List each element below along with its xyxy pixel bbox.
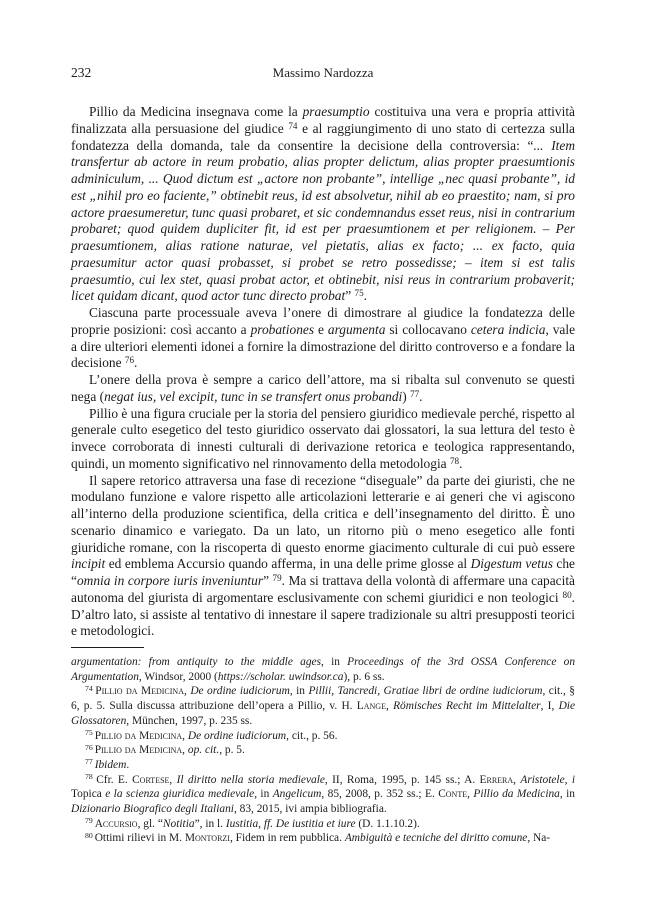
text-segment: Montorzi xyxy=(184,832,230,845)
paragraph-4 xyxy=(71,406,575,473)
text-segment: ”, in l. xyxy=(194,817,226,830)
text-segment: , in xyxy=(254,788,273,801)
footnote-marker: 78 xyxy=(85,772,97,782)
footnote-78 xyxy=(71,773,575,817)
running-head-title: Massimo Nardozza xyxy=(272,65,374,80)
text-segment: , II, Roma, 1995, p. 145 ss.; A. xyxy=(324,773,480,786)
footnote-marker: 80 xyxy=(85,830,95,840)
text-segment: ... Item transfertur ab actore in reum probatio, alias propter delictum, alias propter praesumtionis adminiculum, ... Quod dictum est „actore non probante”, intellige „nec quasi probante”, id est „nihil pro eo faciente,” obtinebit reus, id est absolvetur, nihil ab eo praestito; nam, si pro actore praesumeretur, tunc quasi probaret, et sic condemnandus esset reus, nisi in contrarium probaret; quod quidem dupliciter fit, id est per praesumtionem et per religionem. – Per praesumtionem, alias ratione naturae, vel pietatis, alias ex facto; ... ex facto, quia praesumitur actor quasi probasset, si probet se retro possedisse; – item si est talis praesumtio, cui lex stet, quasi probat actor, et obtinebit, nisi reus in contrarium probaverit; licet quidam dicant, quod actor tunc directo probat xyxy=(71,137,575,304)
text-segment: ed emblema Accursio quando afferma, in una delle prime glosse al xyxy=(105,556,471,572)
text-segment: Dizionario Biografico degli Italiani xyxy=(71,803,234,816)
text-segment: , xyxy=(513,773,521,786)
text-segment: ) xyxy=(402,388,411,404)
footnotes xyxy=(71,655,575,846)
text-segment: incipit xyxy=(71,556,106,572)
text-segment: Ottimi rilievi in M. xyxy=(94,832,185,845)
text-segment: che “ xyxy=(71,556,575,588)
text-block xyxy=(71,64,575,846)
text-segment: , Windsor, 2000 ( xyxy=(138,670,218,683)
text-segment: 76 xyxy=(124,355,135,366)
footnote-80 xyxy=(71,831,575,846)
text-segment: L’onere della prova è sempre a carico dell’attore, ma si ribalta sul convenuto se questi nega ( xyxy=(71,372,575,404)
text-segment: 75 xyxy=(354,288,364,299)
text-segment: Pillio è una figura cruciale per la storia del pensiero giuridico medievale perché, rispetto al generale culto esegetico del testo giuridico osservato dai glossatori, la sua lettura del testo è invece corroborata di innesti culturali di derivazione retorica e teologica rappresentando, quindi, un momento significativo nel rinnovamento della metodologia xyxy=(71,405,575,471)
text-segment: Iustitia, ff. De iustitia et iure xyxy=(225,817,356,830)
text-segment: Pillio da Medicina xyxy=(94,729,183,742)
text-segment: , I, xyxy=(540,700,559,713)
text-segment: , xyxy=(169,773,177,786)
text-segment: Aristotele, i xyxy=(520,773,575,786)
text-segment: . xyxy=(126,758,130,771)
footnote-marker: 79 xyxy=(85,816,95,826)
text-segment: 79 xyxy=(272,572,282,583)
text-segment: , xyxy=(467,788,474,801)
text-segment: ” xyxy=(345,288,355,304)
text-segment: Römisches Recht im Mittelalter xyxy=(393,700,541,713)
text-segment: Accursio xyxy=(94,817,138,830)
footnote-77 xyxy=(71,758,575,773)
text-segment: Notitia xyxy=(162,817,195,830)
text-segment: . xyxy=(134,355,138,371)
text-segment: omnia in corpore iuris inveniuntur xyxy=(76,573,264,588)
text-segment: cetera indicia xyxy=(470,321,546,337)
text-segment: Die Glossatoren xyxy=(71,700,576,727)
text-segment: ), p. 6 ss. xyxy=(343,670,385,683)
text-segment: , in xyxy=(321,656,348,668)
text-segment: argumenta xyxy=(327,321,386,337)
text-segment: Pillio da Medicina xyxy=(95,685,184,698)
text-segment: , xyxy=(182,744,188,757)
text-segment: negat ius, vel excipit, tunc in se transfert onus probandi xyxy=(104,388,403,404)
text-segment: Angelicum xyxy=(272,788,322,801)
text-segment: , 83, 2015, ivi ampia bibliografia. xyxy=(233,803,387,816)
text-segment: , xyxy=(182,729,188,742)
footnote-76 xyxy=(71,743,575,758)
text-segment: 74 xyxy=(288,120,298,131)
text-segment: , cit., p. 56. xyxy=(286,729,338,742)
text-segment: , Fidem in rem pubblica. xyxy=(229,832,345,845)
text-segment: , xyxy=(385,700,394,713)
text-segment: (D. 1.1.10.2). xyxy=(355,817,420,830)
footnote-continuation xyxy=(71,655,575,684)
paragraph-2 xyxy=(71,305,575,372)
text-segment: Pillii, Tancredi, Gratiae libri de ordine iudiciorum xyxy=(308,685,543,698)
text-segment: si collocavano xyxy=(385,321,471,337)
text-segment: e xyxy=(314,321,328,337)
text-segment: https://scholar. uwindsor.ca xyxy=(217,670,344,683)
text-segment: De ordine iudiciorum xyxy=(190,685,290,698)
text-segment: . D’altro lato, si assiste al tentativo di innestare il sapere tradizionale su altri presupposti teorici e metodologici. xyxy=(71,589,575,639)
text-segment: ” xyxy=(263,573,273,588)
footnote-marker: 76 xyxy=(85,742,95,752)
text-segment: Pillio da Medicina xyxy=(473,788,560,801)
text-segment: Cfr. E. xyxy=(96,773,133,786)
text-segment: , München, 1997, p. 235 ss. xyxy=(126,714,253,727)
text-segment: Ciascuna parte processuale aveva l’onere di dimostrare al giudice la fondatezza delle proprie posizioni: così accanto a xyxy=(71,305,575,337)
text-segment: . Ma si trattava della volontà di affermare una capacità autonoma del giurista di argomentare esclusivamente con schemi giuridici e non teologici xyxy=(71,573,575,605)
text-segment: Digestum vetus xyxy=(470,556,553,572)
text-segment: , Na- xyxy=(527,832,551,845)
text-segment: Proceedings of the 3rd OSSA Conference on Argumentation xyxy=(71,656,576,683)
text-segment: costituiva una vera e propria attività finalizzata alla persuasione del giudice xyxy=(71,104,575,136)
text-segment: Ibidem xyxy=(94,758,127,771)
footnote-separator xyxy=(71,647,144,648)
text-segment: Pillio da Medicina insegnava come la xyxy=(89,104,303,119)
text-segment: , p. 5. xyxy=(219,744,245,757)
text-segment: , gl. “ xyxy=(137,817,163,830)
footnote-marker: 74 xyxy=(85,683,96,693)
text-segment: . xyxy=(459,455,463,471)
text-segment: argumentation: from antiquity to the middle ages xyxy=(71,656,322,668)
text-segment: Pillio da Medicina xyxy=(94,744,183,757)
text-segment: 77 xyxy=(410,388,420,399)
paragraph-1 xyxy=(71,104,575,305)
text-segment: 80 xyxy=(562,589,572,600)
text-segment: Il diritto nella storia medievale xyxy=(176,773,325,786)
text-segment: , in xyxy=(559,788,575,801)
paragraph-3 xyxy=(71,372,575,406)
text-segment: . xyxy=(363,288,367,304)
page-header xyxy=(71,64,575,81)
text-segment: , cit., § 6, p. 5. Sulla discussa attribuzione dell’opera a Pillio, v. H. xyxy=(71,685,575,713)
text-segment: Ambiguità e tecniche del diritto comune xyxy=(344,832,528,845)
text-segment: , in xyxy=(289,685,309,698)
text-segment: e al raggiungimento di uno stato di certezza sulla fondatezza della domanda, tale da consentire la decisione della controversia: “ xyxy=(71,120,575,153)
footnote-74 xyxy=(71,684,575,728)
text-segment: Cortese xyxy=(132,773,170,786)
text-segment: op. cit. xyxy=(187,744,220,757)
text-segment: Il sapere retorico attraversa una fase di recezione “diseguale” da parte dei giuristi, che ne modulano funzione e valore rispetto alle articolazioni letterarie e ai generi che vi agiscono all’interno della produzione scientifica, della critica e dell’insegnamento del diritto. È uno scenario dinamico e variegato. Da un lato, un ritorno più o meno esegetico alle fonti giuridiche romane, con la riscoperta di questo enorme giacimento culturale di cui può essere xyxy=(71,472,575,555)
footnote-marker: 77 xyxy=(85,757,95,767)
footnote-marker: 75 xyxy=(85,728,95,738)
text-segment: De ordine iudiciorum xyxy=(187,729,287,742)
text-segment: , xyxy=(184,685,191,698)
page-number: 232 xyxy=(71,65,92,80)
text-segment: Topica xyxy=(71,788,106,801)
footnote-75 xyxy=(71,729,575,744)
text-segment: e la scienza giuridica medievale xyxy=(105,788,255,801)
body-text xyxy=(71,104,575,640)
text-segment: Conte xyxy=(438,788,468,801)
text-segment: praesumptio xyxy=(302,104,370,119)
text-segment: probationes xyxy=(250,321,315,337)
text-segment: 78 xyxy=(449,455,460,466)
footnote-79 xyxy=(71,817,575,832)
text-segment: Lange xyxy=(356,700,386,713)
paragraph-5 xyxy=(71,473,575,641)
text-segment: Errera xyxy=(479,773,514,786)
text-segment: . xyxy=(419,388,423,404)
text-segment: , vale a dire ulteriori elementi idonei a fornire la dimostrazione del diritto controverso e a fondare la decisione xyxy=(71,321,576,371)
text-segment: , 85, 2008, p. 352 ss.; E. xyxy=(321,788,439,801)
